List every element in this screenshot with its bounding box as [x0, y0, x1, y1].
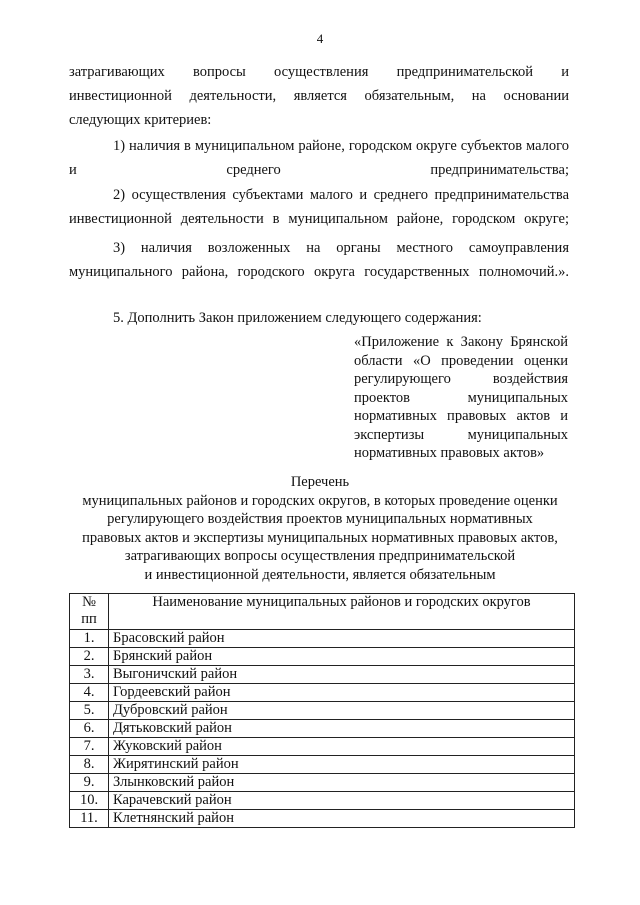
district-name: Дятьковский район	[109, 720, 575, 738]
district-name: Клетнянский район	[109, 810, 575, 828]
list-title-line-4: затрагивающих вопросы осуществления предпринимательской	[124, 548, 516, 564]
list-title-line-2: регулирующего воздействия проектов муниципальных нормативных	[107, 511, 533, 527]
row-number: 8.	[70, 756, 109, 774]
table-row	[70, 720, 575, 738]
intro-paragraph	[69, 60, 569, 132]
district-name: Выгоничский район	[109, 666, 575, 684]
table-row	[70, 630, 575, 648]
criterion-1: 1) наличия в муниципальном районе, городском округе субъектов малого и среднего предпринимательства;	[69, 138, 569, 178]
header-number-abbr: пп	[81, 611, 97, 627]
district-name: Жуковский район	[109, 738, 575, 756]
row-number: 10.	[70, 792, 109, 810]
table-header-row	[70, 594, 575, 630]
list-title-line-1: муниципальных районов и городских округов, в которых проведение оценки	[82, 492, 558, 509]
district-name: Гордеевский район	[109, 684, 575, 702]
row-number: 7.	[70, 738, 109, 756]
list-title-line-5: и инвестиционной деятельности, является обязательным	[144, 566, 496, 583]
districts-table	[69, 593, 575, 828]
criterion-2: 2) осуществления субъектами малого и среднего предпринимательства инвестиционной деятельности в муниципальном районе, городском округе;	[69, 187, 569, 227]
row-number: 1.	[70, 630, 109, 648]
district-name: Злынковский район	[109, 774, 575, 792]
district-name: Карачевский район	[109, 792, 575, 810]
table-row	[70, 810, 575, 828]
header-name: Наименование муниципальных районов и городских округов	[109, 594, 575, 630]
appendix-note	[354, 333, 568, 463]
header-number-symbol: №	[82, 594, 96, 610]
header-number	[70, 594, 109, 630]
table-row	[70, 702, 575, 720]
row-number: 5.	[70, 702, 109, 720]
appendix-note-last: нормативных правовых актов»	[354, 445, 545, 461]
row-number: 2.	[70, 648, 109, 666]
page-number: 4	[316, 31, 324, 46]
district-name: Жирятинский район	[109, 756, 575, 774]
intro-line-1: затрагивающих вопросы осуществления предпринимательской и	[69, 64, 569, 80]
row-number: 9.	[70, 774, 109, 792]
list-heading: Перечень	[290, 474, 350, 490]
appendix-note-main: «Приложение к Закону Брянской области «О проведении оценки регулирующего воздействия проектов муниципальных нормативных правовых актов и экспертизы муниципальных	[354, 334, 568, 443]
table-row	[70, 792, 575, 810]
table-row	[70, 648, 575, 666]
district-name: Дубровский район	[109, 702, 575, 720]
amendment-paragraph: 5. Дополнить Закон приложением следующего содержания:	[113, 310, 482, 326]
district-name: Брянский район	[109, 648, 575, 666]
criterion-3: 3) наличия возложенных на органы местного самоуправления муниципального района, городского округа государственных полномочий.».	[69, 240, 569, 280]
intro-line-3: следующих критериев:	[69, 112, 212, 128]
row-number: 11.	[70, 810, 109, 828]
table-row	[70, 756, 575, 774]
table-row	[70, 774, 575, 792]
list-title-line-3: правовых актов и экспертизы муниципальных нормативных правовых актов,	[82, 529, 558, 546]
district-name: Брасовский район	[109, 630, 575, 648]
table-row	[70, 666, 575, 684]
table-row	[70, 738, 575, 756]
row-number: 3.	[70, 666, 109, 684]
intro-line-2: инвестиционной деятельности, является обязательным, на основании	[69, 88, 569, 104]
list-title	[60, 473, 580, 584]
table-row	[70, 684, 575, 702]
row-number: 4.	[70, 684, 109, 702]
row-number: 6.	[70, 720, 109, 738]
